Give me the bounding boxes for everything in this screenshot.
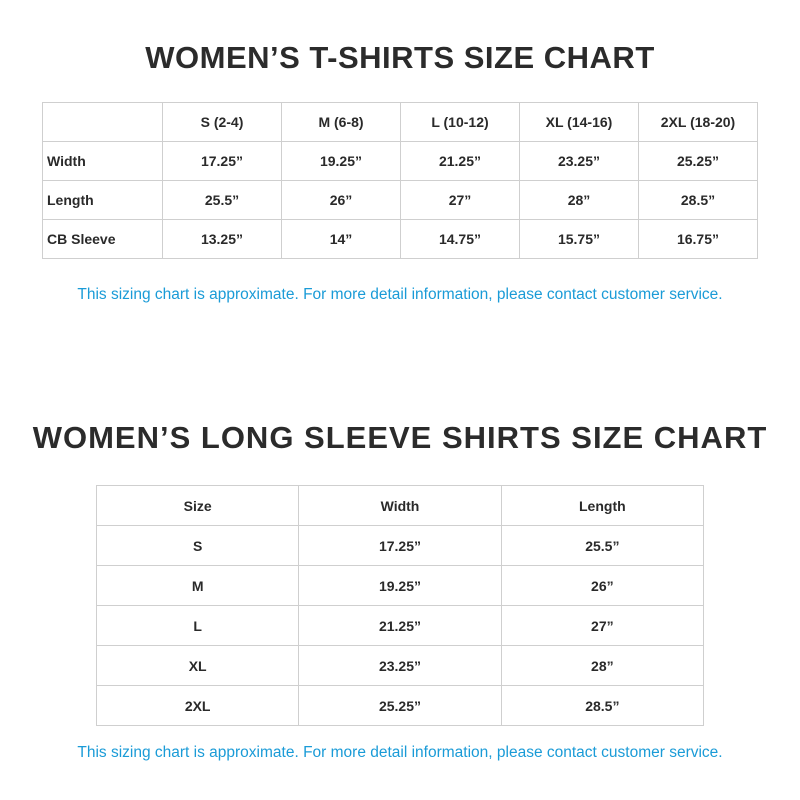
header-cell bbox=[43, 103, 163, 142]
longsleeve-size-table bbox=[96, 485, 704, 726]
table-cell: 25.25” bbox=[299, 686, 501, 726]
table-cell: 17.25” bbox=[163, 142, 282, 181]
sizing-disclaimer: This sizing chart is approximate. For more detail information, please contact customer service. bbox=[77, 286, 723, 303]
table-cell: 28.5” bbox=[501, 686, 703, 726]
table-cell: 25.25” bbox=[639, 142, 758, 181]
header-cell: Length bbox=[501, 486, 703, 526]
table-cell: M bbox=[97, 566, 299, 606]
header-cell: S (2-4) bbox=[163, 103, 282, 142]
table-cell: L bbox=[97, 606, 299, 646]
header-cell: Size bbox=[97, 486, 299, 526]
table-row bbox=[43, 220, 758, 259]
header-cell: L (10-12) bbox=[401, 103, 520, 142]
table-cell: 28.5” bbox=[639, 181, 758, 220]
table-cell: 28” bbox=[520, 181, 639, 220]
table-row bbox=[43, 181, 758, 220]
table-header-row bbox=[97, 486, 704, 526]
table-cell: 19.25” bbox=[282, 142, 401, 181]
longsleeve-chart-title: WOMEN’S LONG SLEEVE SHIRTS SIZE CHART bbox=[32, 420, 768, 455]
sizing-disclaimer: This sizing chart is approximate. For more detail information, please contact customer service. bbox=[77, 744, 723, 761]
table-cell: XL bbox=[97, 646, 299, 686]
table-cell: 27” bbox=[401, 181, 520, 220]
table-cell: 21.25” bbox=[299, 606, 501, 646]
row-label: Length bbox=[43, 181, 163, 220]
table-cell: 23.25” bbox=[520, 142, 639, 181]
table-cell: 15.75” bbox=[520, 220, 639, 259]
row-label: CB Sleeve bbox=[43, 220, 163, 259]
table-cell: 17.25” bbox=[299, 526, 501, 566]
table-row bbox=[97, 686, 704, 726]
table-cell: 28” bbox=[501, 646, 703, 686]
table-row bbox=[43, 142, 758, 181]
tshirt-chart-title: WOMEN’S T-SHIRTS SIZE CHART bbox=[145, 40, 655, 75]
table-cell: 25.5” bbox=[501, 526, 703, 566]
table-cell: 2XL bbox=[97, 686, 299, 726]
header-cell: 2XL (18-20) bbox=[639, 103, 758, 142]
table-row bbox=[97, 526, 704, 566]
table-row bbox=[97, 566, 704, 606]
table-cell: S bbox=[97, 526, 299, 566]
header-cell: XL (14-16) bbox=[520, 103, 639, 142]
table-cell: 13.25” bbox=[163, 220, 282, 259]
table-cell: 14” bbox=[282, 220, 401, 259]
table-cell: 21.25” bbox=[401, 142, 520, 181]
table-cell: 16.75” bbox=[639, 220, 758, 259]
header-cell: M (6-8) bbox=[282, 103, 401, 142]
tshirt-size-table bbox=[42, 102, 758, 259]
table-row bbox=[97, 646, 704, 686]
table-cell: 26” bbox=[501, 566, 703, 606]
table-cell: 23.25” bbox=[299, 646, 501, 686]
header-cell: Width bbox=[299, 486, 501, 526]
table-cell: 14.75” bbox=[401, 220, 520, 259]
row-label: Width bbox=[43, 142, 163, 181]
table-row bbox=[97, 606, 704, 646]
table-cell: 25.5” bbox=[163, 181, 282, 220]
table-header-row bbox=[43, 103, 758, 142]
table-cell: 27” bbox=[501, 606, 703, 646]
table-cell: 19.25” bbox=[299, 566, 501, 606]
table-cell: 26” bbox=[282, 181, 401, 220]
